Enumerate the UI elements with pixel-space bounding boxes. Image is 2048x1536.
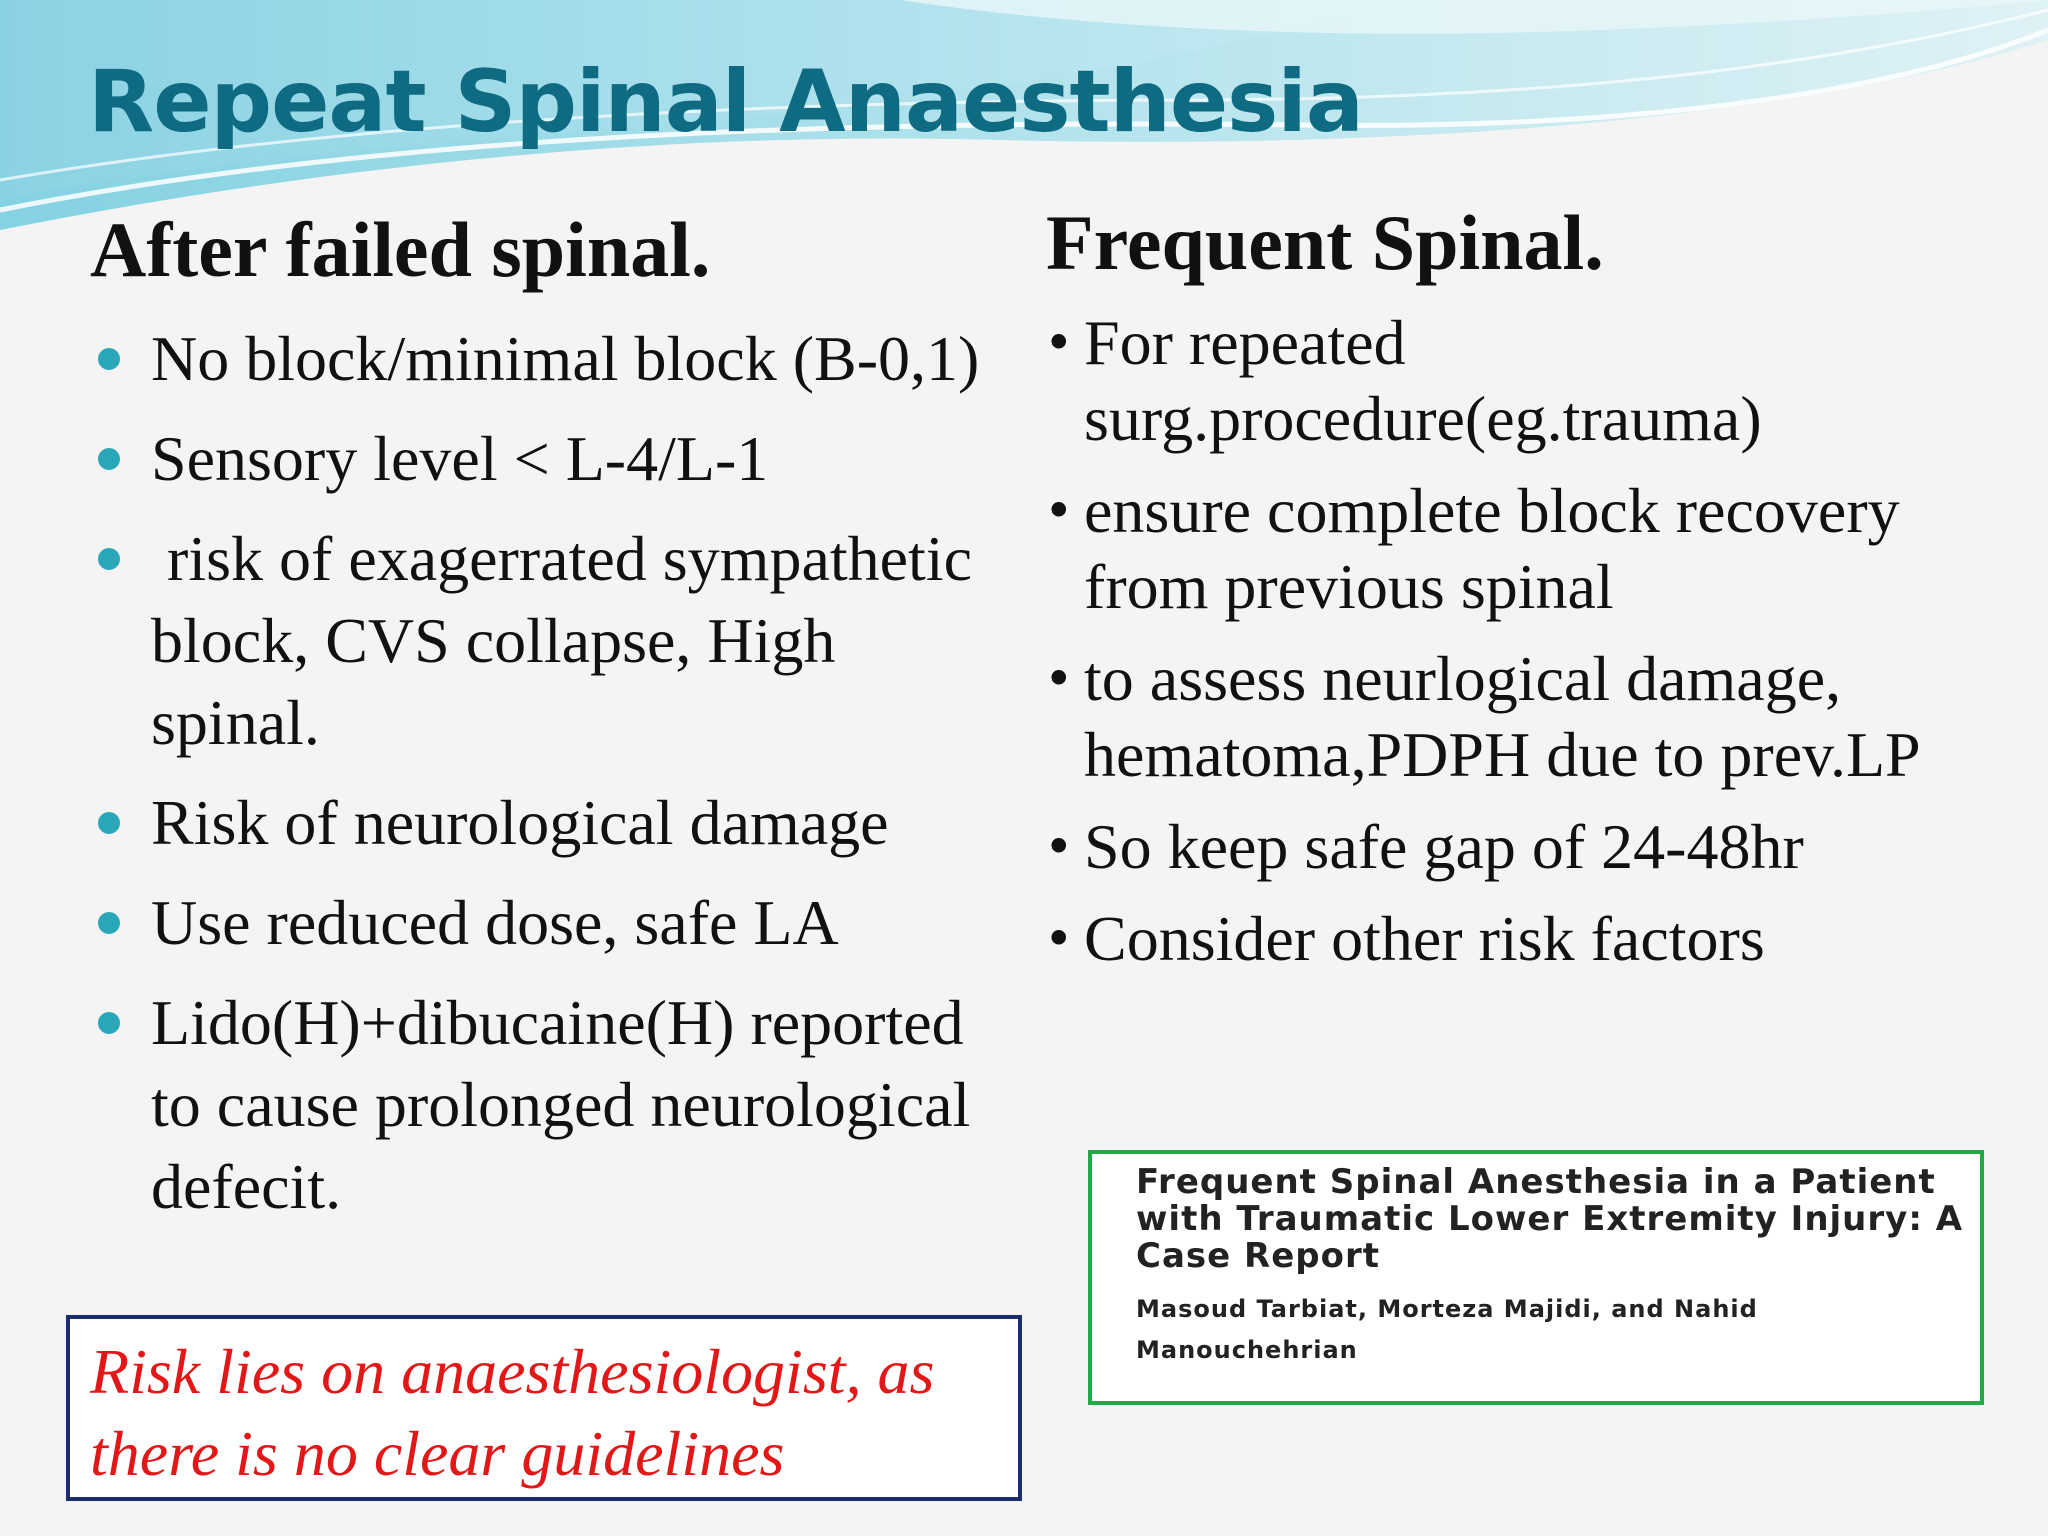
list-item [90,418,1010,500]
list-item-text: Consider other risk factors [1084,903,1765,974]
bullet-dot-icon: • [1044,482,1074,540]
list-item [90,518,1010,764]
list-item [90,318,1010,400]
left-bullet-list [90,318,1010,1246]
right-column-heading: Frequent Spinal. [1046,199,1604,286]
list-item-text: For repeated surg.procedure(eg.trauma) [1084,307,1762,454]
left-column-heading: After failed spinal. [90,206,711,293]
list-item-text: So keep safe gap of 24-48hr [1084,811,1804,882]
list-item [1040,305,2010,457]
bullet-dot-icon [98,348,120,370]
list-item-text: to assess neurlogical damage, hematoma,PDPH due to prev.LP [1084,643,1921,790]
list-item-text: risk of exagerrated sympathetic block, CVS collapse, High spinal. [151,523,988,758]
list-item-text: ensure complete block recovery from previous spinal [1084,475,1900,622]
bullet-dot-icon [98,1012,120,1034]
reference-title: Frequent Spinal Anesthesia in a Patient with Traumatic Lower Extremity Injury: A Case Report [1136,1162,1964,1276]
bullet-dot-icon: • [1044,650,1074,708]
list-item [90,982,1010,1228]
list-item-text: Use reduced dose, safe LA [151,887,839,958]
list-item-text: Risk of neurological damage [151,787,889,858]
bullet-dot-icon [98,912,120,934]
list-item [1040,809,2010,885]
list-item-text: No block/minimal block (B-0,1) [151,323,980,394]
list-item [1040,901,2010,977]
bullet-dot-icon [98,812,120,834]
bullet-dot-icon [98,448,120,470]
bullet-dot-icon: • [1044,314,1074,372]
reference-citation-box [1088,1150,1984,1405]
risk-note-text: Risk lies on anaesthesiologist, as there is no clear guidelines [90,1336,935,1489]
risk-note-box [66,1315,1022,1501]
list-item-text: Lido(H)+dibucaine(H) reported to cause prolonged neurological defecit. [151,987,971,1222]
right-bullet-list [1040,305,2010,993]
slide-title: Repeat Spinal Anaesthesia [88,52,1363,152]
list-item-text: Sensory level < L-4/L-1 [151,423,769,494]
list-item [1040,473,2010,625]
list-item [1040,641,2010,793]
list-item [90,882,1010,964]
reference-authors: Masoud Tarbiat, Morteza Majidi, and Nahid Manouchehrian [1136,1295,1758,1364]
bullet-dot-icon: • [1044,818,1074,876]
list-item [90,782,1010,864]
bullet-dot-icon: • [1044,910,1074,968]
bullet-dot-icon [98,548,120,570]
